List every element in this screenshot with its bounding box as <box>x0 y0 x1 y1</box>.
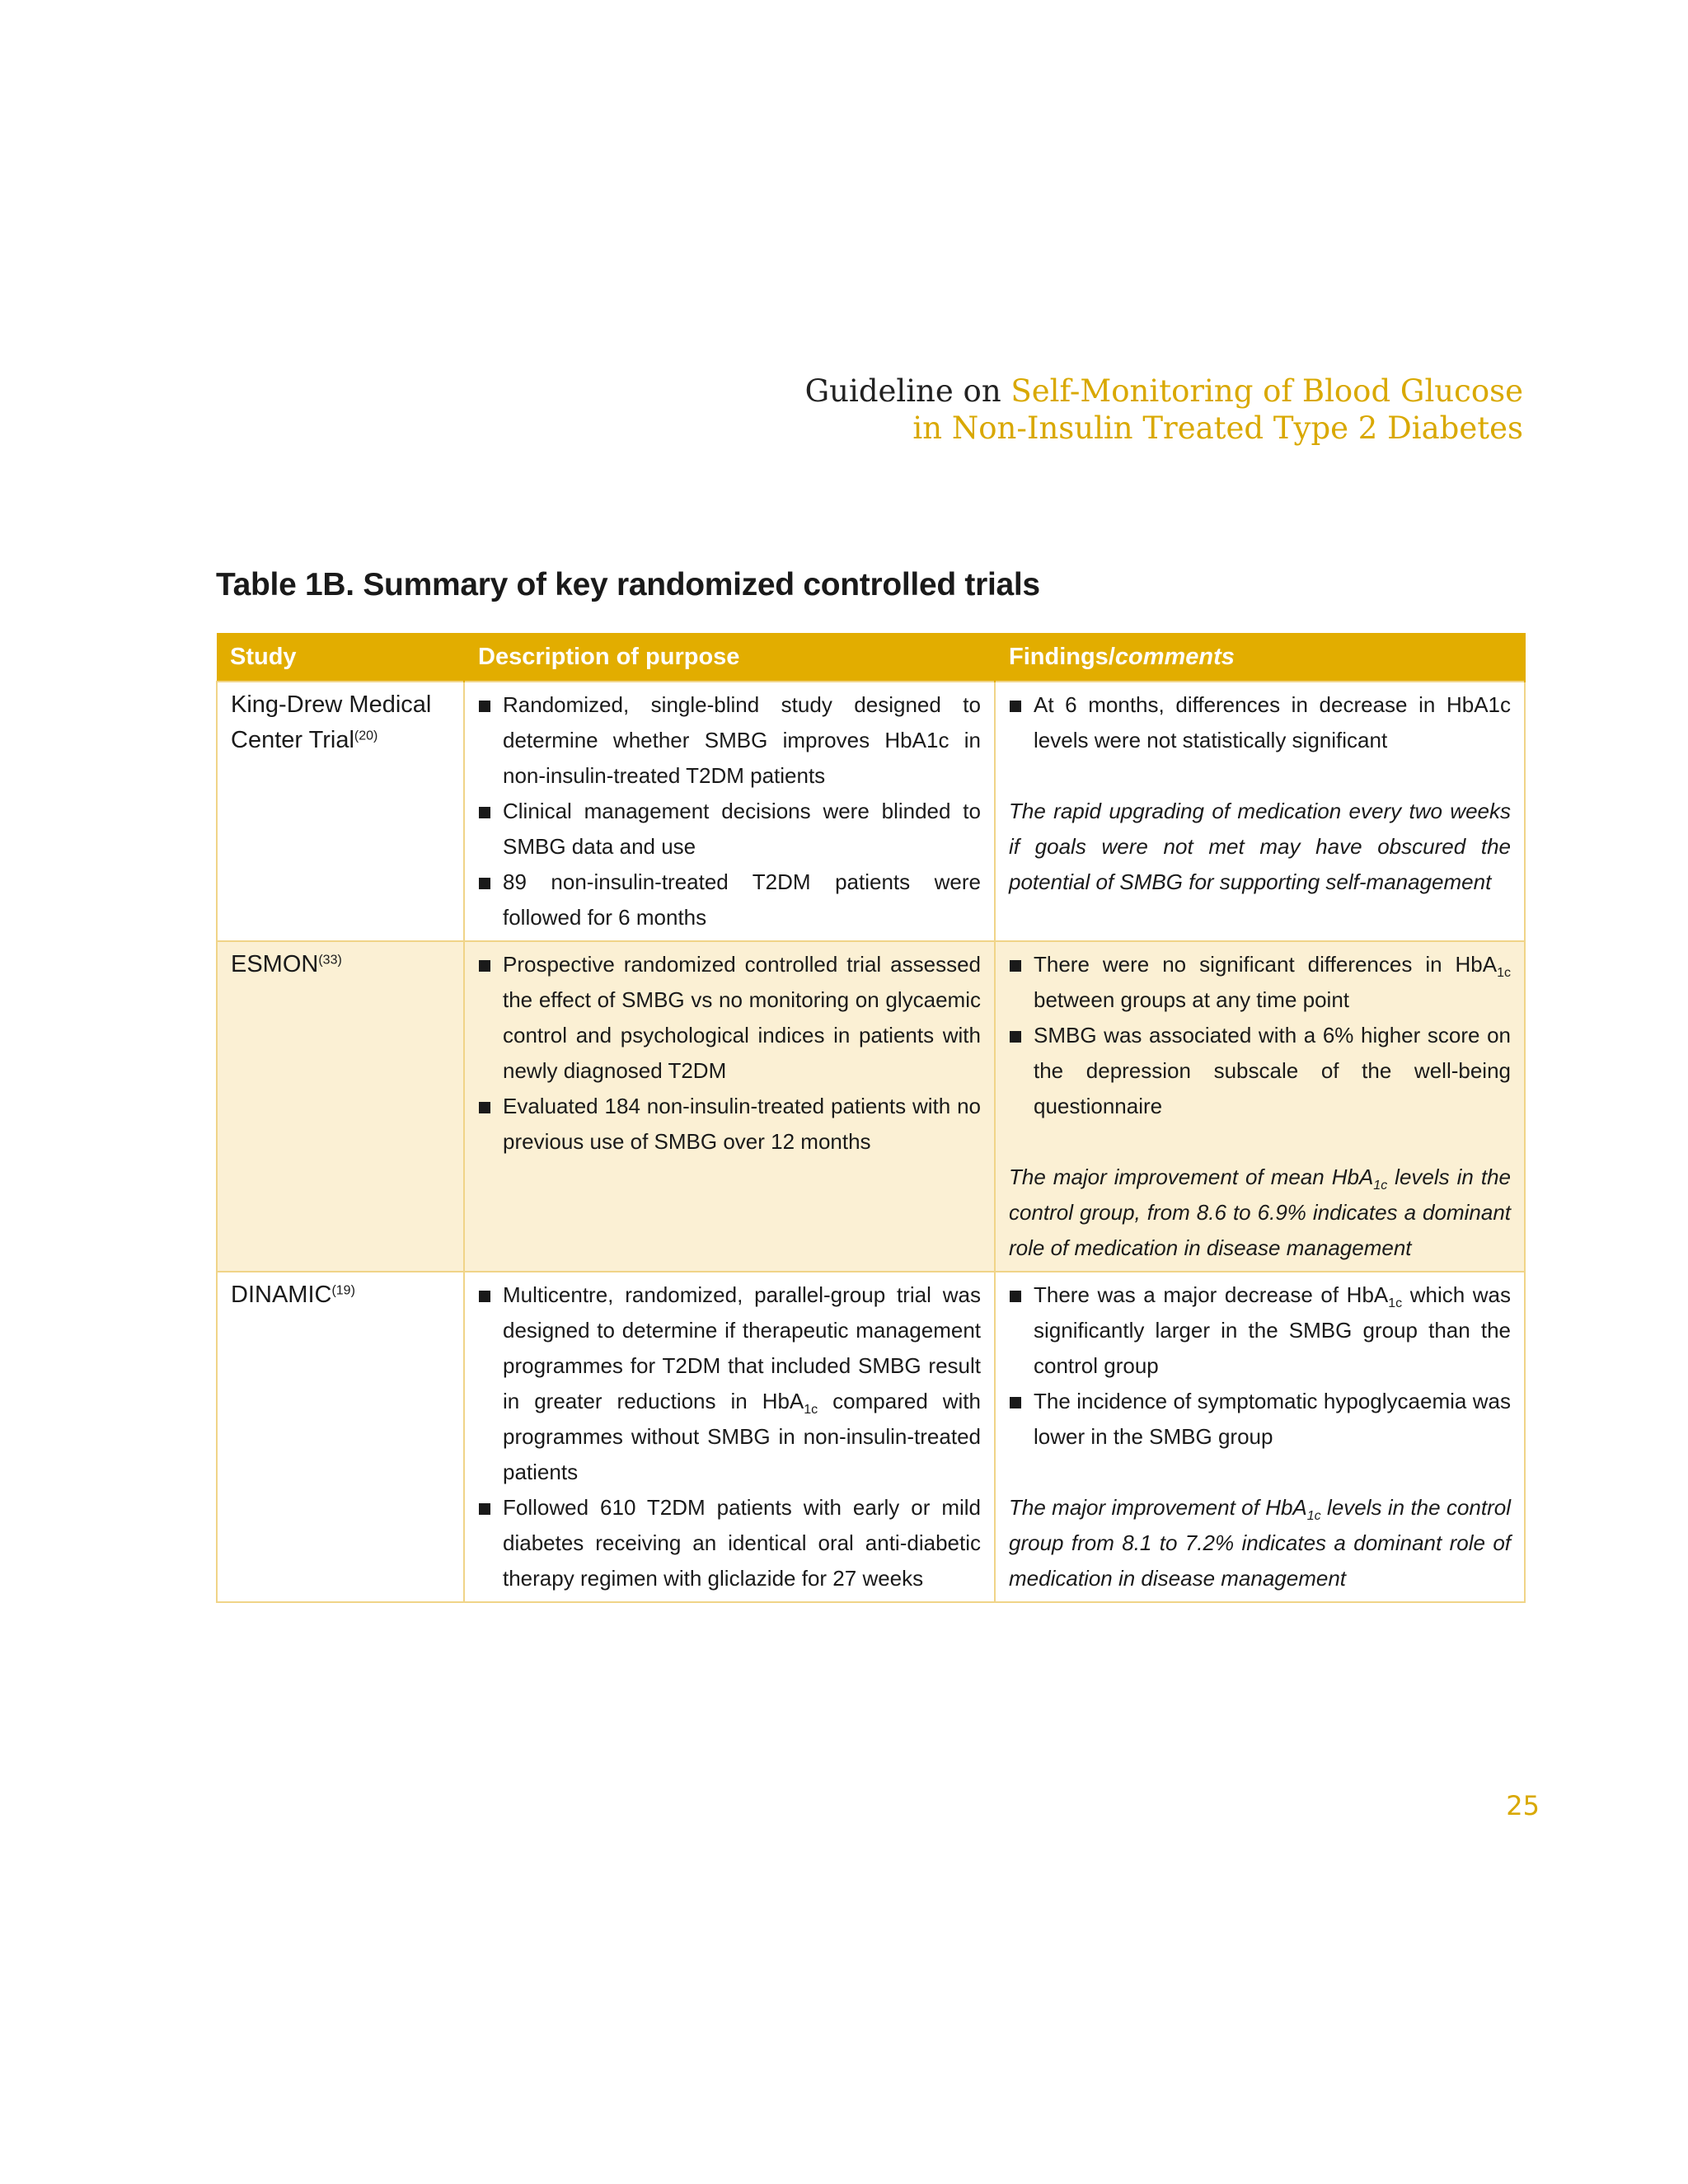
table-header-row <box>217 633 1525 682</box>
findings-list <box>1009 687 1511 758</box>
reference-number: (33) <box>318 953 342 968</box>
comment-text <box>1009 1160 1511 1266</box>
column-header-findings-label: Findings/ <box>1009 643 1115 670</box>
study-cell <box>217 682 464 941</box>
study-name: ESMON <box>231 951 319 977</box>
running-header-prefix: Guideline on <box>804 373 1011 409</box>
description-cell <box>464 941 995 1272</box>
description-item: Evaluated 184 non-insulin-treated patients with no previous use of SMBG over 12 months <box>478 1089 981 1160</box>
description-item <box>478 1277 981 1490</box>
table-row <box>217 1272 1525 1602</box>
table-row <box>217 941 1525 1272</box>
description-list <box>478 687 981 935</box>
trials-table <box>216 633 1526 1603</box>
description-list <box>478 1277 981 1596</box>
comment-text: The rapid upgrading of medication every two weeks if goals were not met may have obscured the potential of SMBG for supporting self-management <box>1009 799 1511 894</box>
finding-item: At 6 months, differences in decrease in HbA1c levels were not statistically significant <box>1009 687 1511 758</box>
finding-item: The incidence of symptomatic hypoglycaemia was lower in the SMBG group <box>1009 1384 1511 1455</box>
subscript: 1c <box>1388 1296 1403 1311</box>
study-cell <box>217 1272 464 1602</box>
running-header-title-1: Self-Monitoring of Blood Glucose <box>1010 373 1523 409</box>
findings-cell <box>995 682 1525 941</box>
comment-part: levels in the control group, from 8.6 to 6.9% indicates a dominant role of medication in disease management <box>1009 1165 1511 1260</box>
subscript: 1c <box>1497 966 1511 981</box>
finding-text: There were no significant differences in HbA <box>1034 952 1498 977</box>
findings-cell <box>995 1272 1525 1602</box>
column-header-description: Description of purpose <box>464 633 995 682</box>
findings-list <box>1009 947 1511 1124</box>
comment-part: levels in the control group from 8.1 to 7.2% indicates a dominant role of medication in disease management <box>1009 1495 1511 1591</box>
description-cell <box>464 682 995 941</box>
study-name: King-Drew Medical Center Trial <box>231 691 432 753</box>
description-cell <box>464 1272 995 1602</box>
comment-text <box>1009 1490 1511 1596</box>
study-cell <box>217 941 464 1272</box>
findings-list <box>1009 1277 1511 1455</box>
table-title: Table 1B. Summary of key randomized controlled trials <box>216 567 1040 602</box>
running-header <box>805 373 1523 447</box>
subscript: 1c <box>804 1403 818 1418</box>
page-number: 25 <box>1506 1790 1540 1821</box>
running-header-line-1 <box>805 373 1523 410</box>
running-header-title-2: in Non-Insulin Treated Type 2 Diabetes <box>912 410 1523 446</box>
description-item: Randomized, single-blind study designed to determine whether SMBG improves HbA1c in non-insulin-treated T2DM patients <box>478 687 981 794</box>
description-item: Followed 610 T2DM patients with early or mild diabetes receiving an identical oral anti-diabetic therapy regimen with gliclazide for 27 weeks <box>478 1490 981 1596</box>
description-item: Clinical management decisions were blinded to SMBG data and use <box>478 794 981 865</box>
comment-part: The major improvement of mean HbA <box>1009 1165 1374 1189</box>
column-header-findings <box>995 633 1525 682</box>
finding-item: SMBG was associated with a 6% higher score on the depression subscale of the well-being questionnaire <box>1009 1018 1511 1124</box>
description-list <box>478 947 981 1160</box>
finding-item <box>1009 947 1511 1018</box>
findings-cell <box>995 941 1525 1272</box>
column-header-comments-label: comments <box>1114 643 1235 670</box>
reference-number: (20) <box>354 729 378 743</box>
description-text: Multicentre, randomized, parallel-group trial was designed to determine if therapeutic management programmes for T2DM that included SMBG result in greater reductions in HbA <box>503 1282 981 1413</box>
finding-text: between groups at any time point <box>1034 987 1350 1012</box>
subscript: 1c <box>1306 1509 1321 1524</box>
finding-text: which was significantly larger in the SMBG group than the control group <box>1034 1282 1511 1378</box>
table-row <box>217 682 1525 941</box>
finding-item <box>1009 1277 1511 1384</box>
description-text: compared with programmes without SMBG in non-insulin-treated patients <box>503 1389 981 1484</box>
subscript: 1c <box>1373 1179 1388 1193</box>
reference-number: (19) <box>331 1283 355 1298</box>
description-item: Prospective randomized controlled trial assessed the effect of SMBG vs no monitoring on glycaemic control and psychological indices in patients with newly diagnosed T2DM <box>478 947 981 1089</box>
description-item: 89 non-insulin-treated T2DM patients were followed for 6 months <box>478 865 981 935</box>
finding-text: There was a major decrease of HbA <box>1034 1282 1389 1307</box>
comment-part: The major improvement of HbA <box>1009 1495 1307 1520</box>
column-header-study: Study <box>217 633 464 682</box>
study-name: DINAMIC <box>231 1282 332 1308</box>
